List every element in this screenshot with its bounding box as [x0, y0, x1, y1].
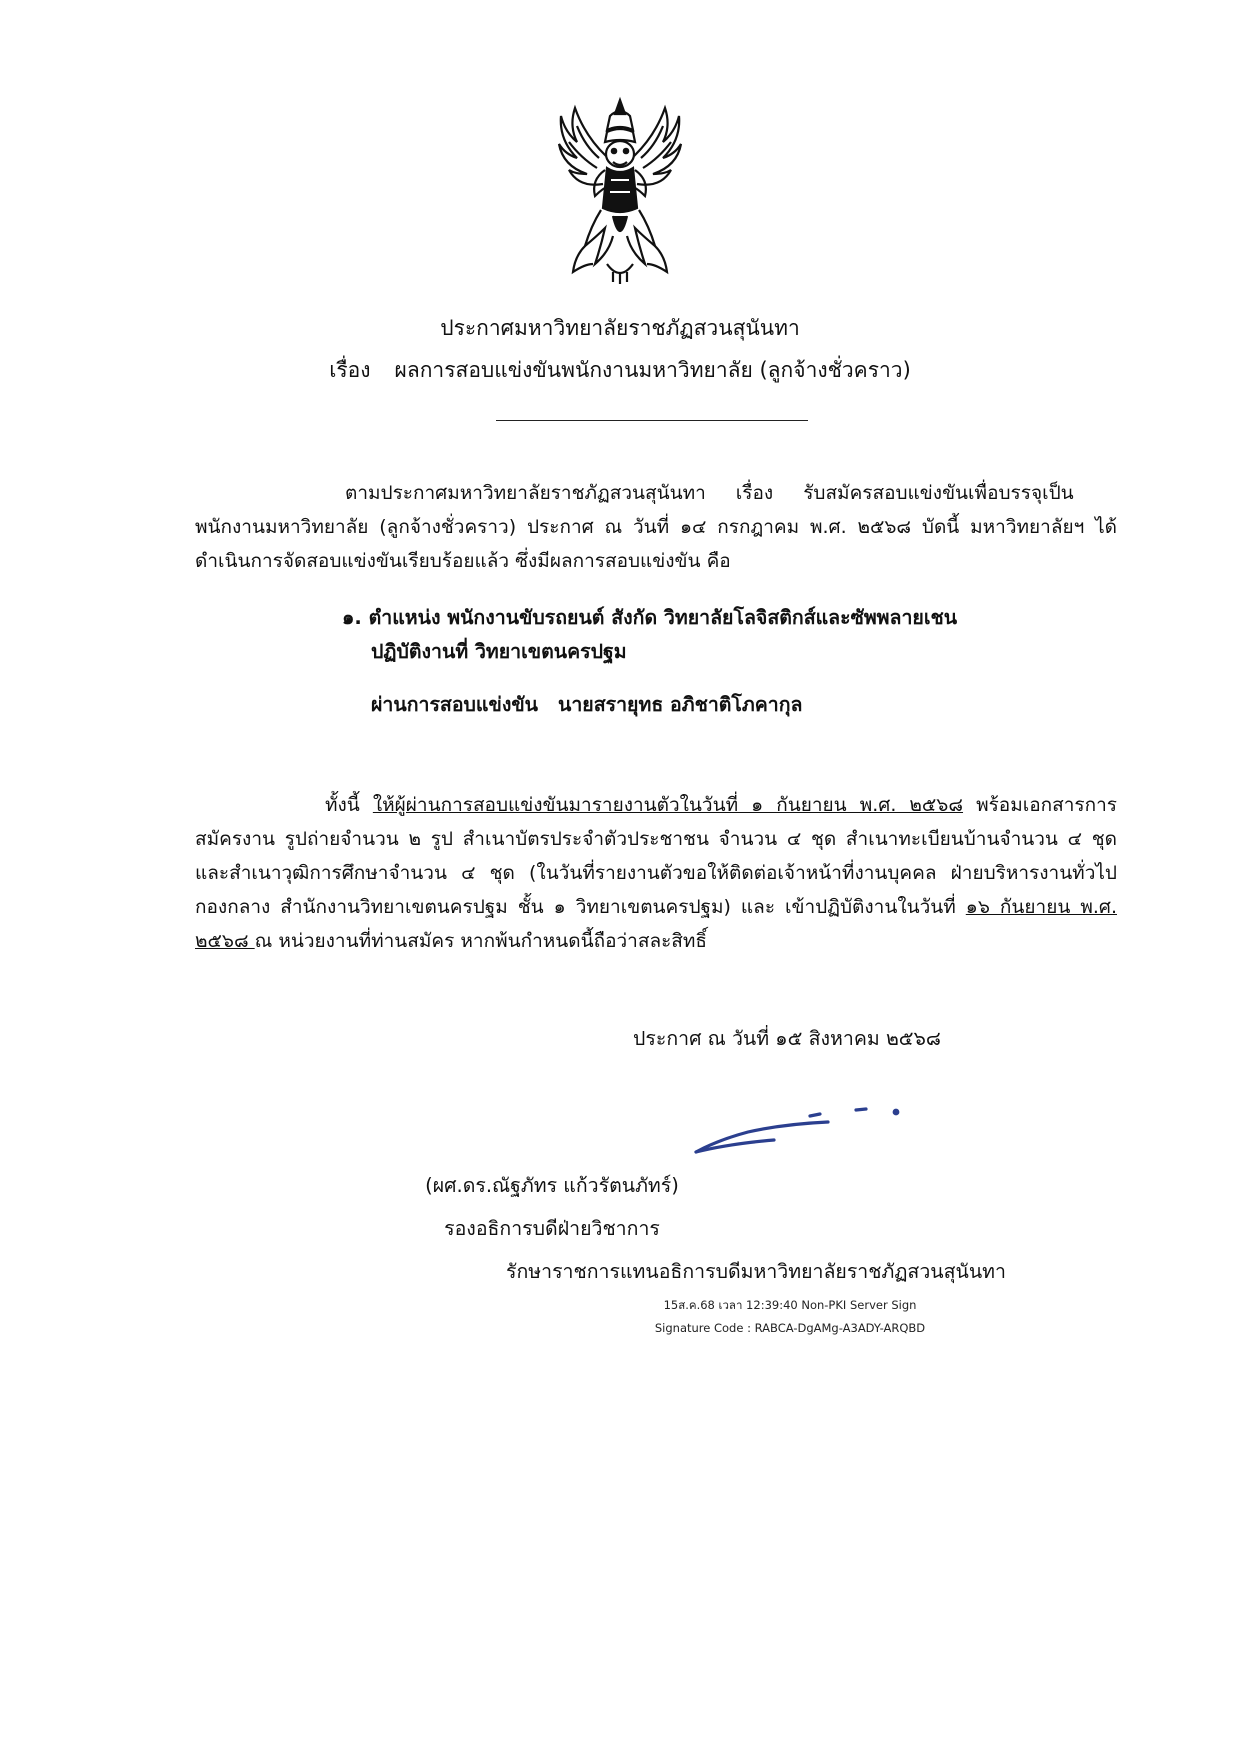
- signature-meta: 15ส.ค.68 เวลา 12:39:40 Non-PKI Server Sign: [663, 1298, 917, 1312]
- signatory-acting-role: รักษาราชการแทนอธิการบดีมหาวิทยาลัยราชภัฏสวนสุนันทา: [506, 1260, 1006, 1283]
- subject-label: เรื่อง: [329, 358, 371, 382]
- announcement-subject: [0, 354, 1240, 387]
- passed-candidate: [371, 689, 803, 720]
- signature-code: Signature Code : RABCA-DgAMg-A3ADY-ARQBD: [654, 1321, 926, 1335]
- position-line-2: ปฏิบัติงานที่ วิทยาเขตนครปฐม: [371, 640, 627, 663]
- passed-name: นายสรายุทธ อภิชาติโภคากุล: [558, 693, 803, 716]
- passed-label: ผ่านการสอบแข่งขัน: [371, 693, 539, 716]
- announcement-title: ประกาศมหาวิทยาลัยราชภัฏสวนสุนันทา: [440, 316, 800, 340]
- notice-part-1: ทั้งนี้: [325, 794, 373, 816]
- intro-lead: ตามประกาศมหาวิทยาลัยราชภัฏสวนสุนันทา: [345, 482, 706, 504]
- notice-part-2: พร้อมเอกสารการสมัครงาน รูปถ่ายจำนวน ๒ รูป สำเนาบัตรประจำตัวประชาชน จำนวน ๔ ชุด สำเนาทะเบียนบ้านจำนวน ๔ ชุด และสำเนาวุฒิการศึกษาจำนวน ๔ ชุด (ในวันที่รายงานตัวขอให้ติดต่อเจ้าหน้าที่งานบุคคล ฝ่ายบริหารงานทั่วไป กองกลาง สำนักงานวิทยาเขตนครปฐม ชั้น ๑ วิทยาเขตนครปฐม) และ เข้าปฏิบัติงานในวันที่: [195, 794, 1117, 918]
- notice-part-3: ณ หน่วยงานที่ท่านสมัคร หากพ้นกำหนดนี้ถือว่าสละสิทธิ์: [254, 930, 708, 952]
- position-line-1: ๑. ตำแหน่ง พนักงานขับรถยนต์ สังกัด วิทยาลัยโลจิสติกส์และซัพพลายเชน: [342, 606, 958, 629]
- subject-text: ผลการสอบแข่งขันพนักงานมหาวิทยาลัย (ลูกจ้างชั่วคราว): [394, 358, 911, 382]
- intro-text: รับสมัครสอบแข่งขันเพื่อบรรจุเป็น พนักงานมหาวิทยาลัย (ลูกจ้างชั่วคราว) ประกาศ ณ วันที่ ๑๔ กรกฎาคม พ.ศ. ๒๕๖๘ บัดนี้ มหาวิทยาลัยฯ ได้ดำเนินการจัดสอบแข่งขันเรียบร้อยแล้ว ซึ่งมีผลการสอบแข่งขัน คือ: [195, 482, 1117, 572]
- start-date-underlined: ๑๖ กันยายน พ.ศ. ๒๕๖๘: [195, 896, 1117, 952]
- report-date-underlined: ให้ผู้ผ่านการสอบแข่งขันมารายงานตัวในวันที่ ๑ กันยายน พ.ศ. ๒๕๖๘: [372, 794, 964, 816]
- signatory-name: (ผศ.ดร.ณัฐภัทร แก้วรัตนภัทร์): [425, 1174, 679, 1197]
- notice-paragraph: [195, 788, 1117, 958]
- intro-ref-label: เรื่อง: [735, 482, 774, 504]
- handwritten-signature: [688, 1100, 918, 1160]
- announcement-date: ประกาศ ณ วันที่ ๑๕ สิงหาคม ๒๕๖๘: [633, 1027, 941, 1050]
- intro-paragraph: [195, 476, 1117, 578]
- garuda-emblem-icon: [555, 96, 685, 286]
- title-divider: [496, 420, 808, 421]
- signatory-title: รองอธิการบดีฝ่ายวิชาการ: [444, 1217, 660, 1240]
